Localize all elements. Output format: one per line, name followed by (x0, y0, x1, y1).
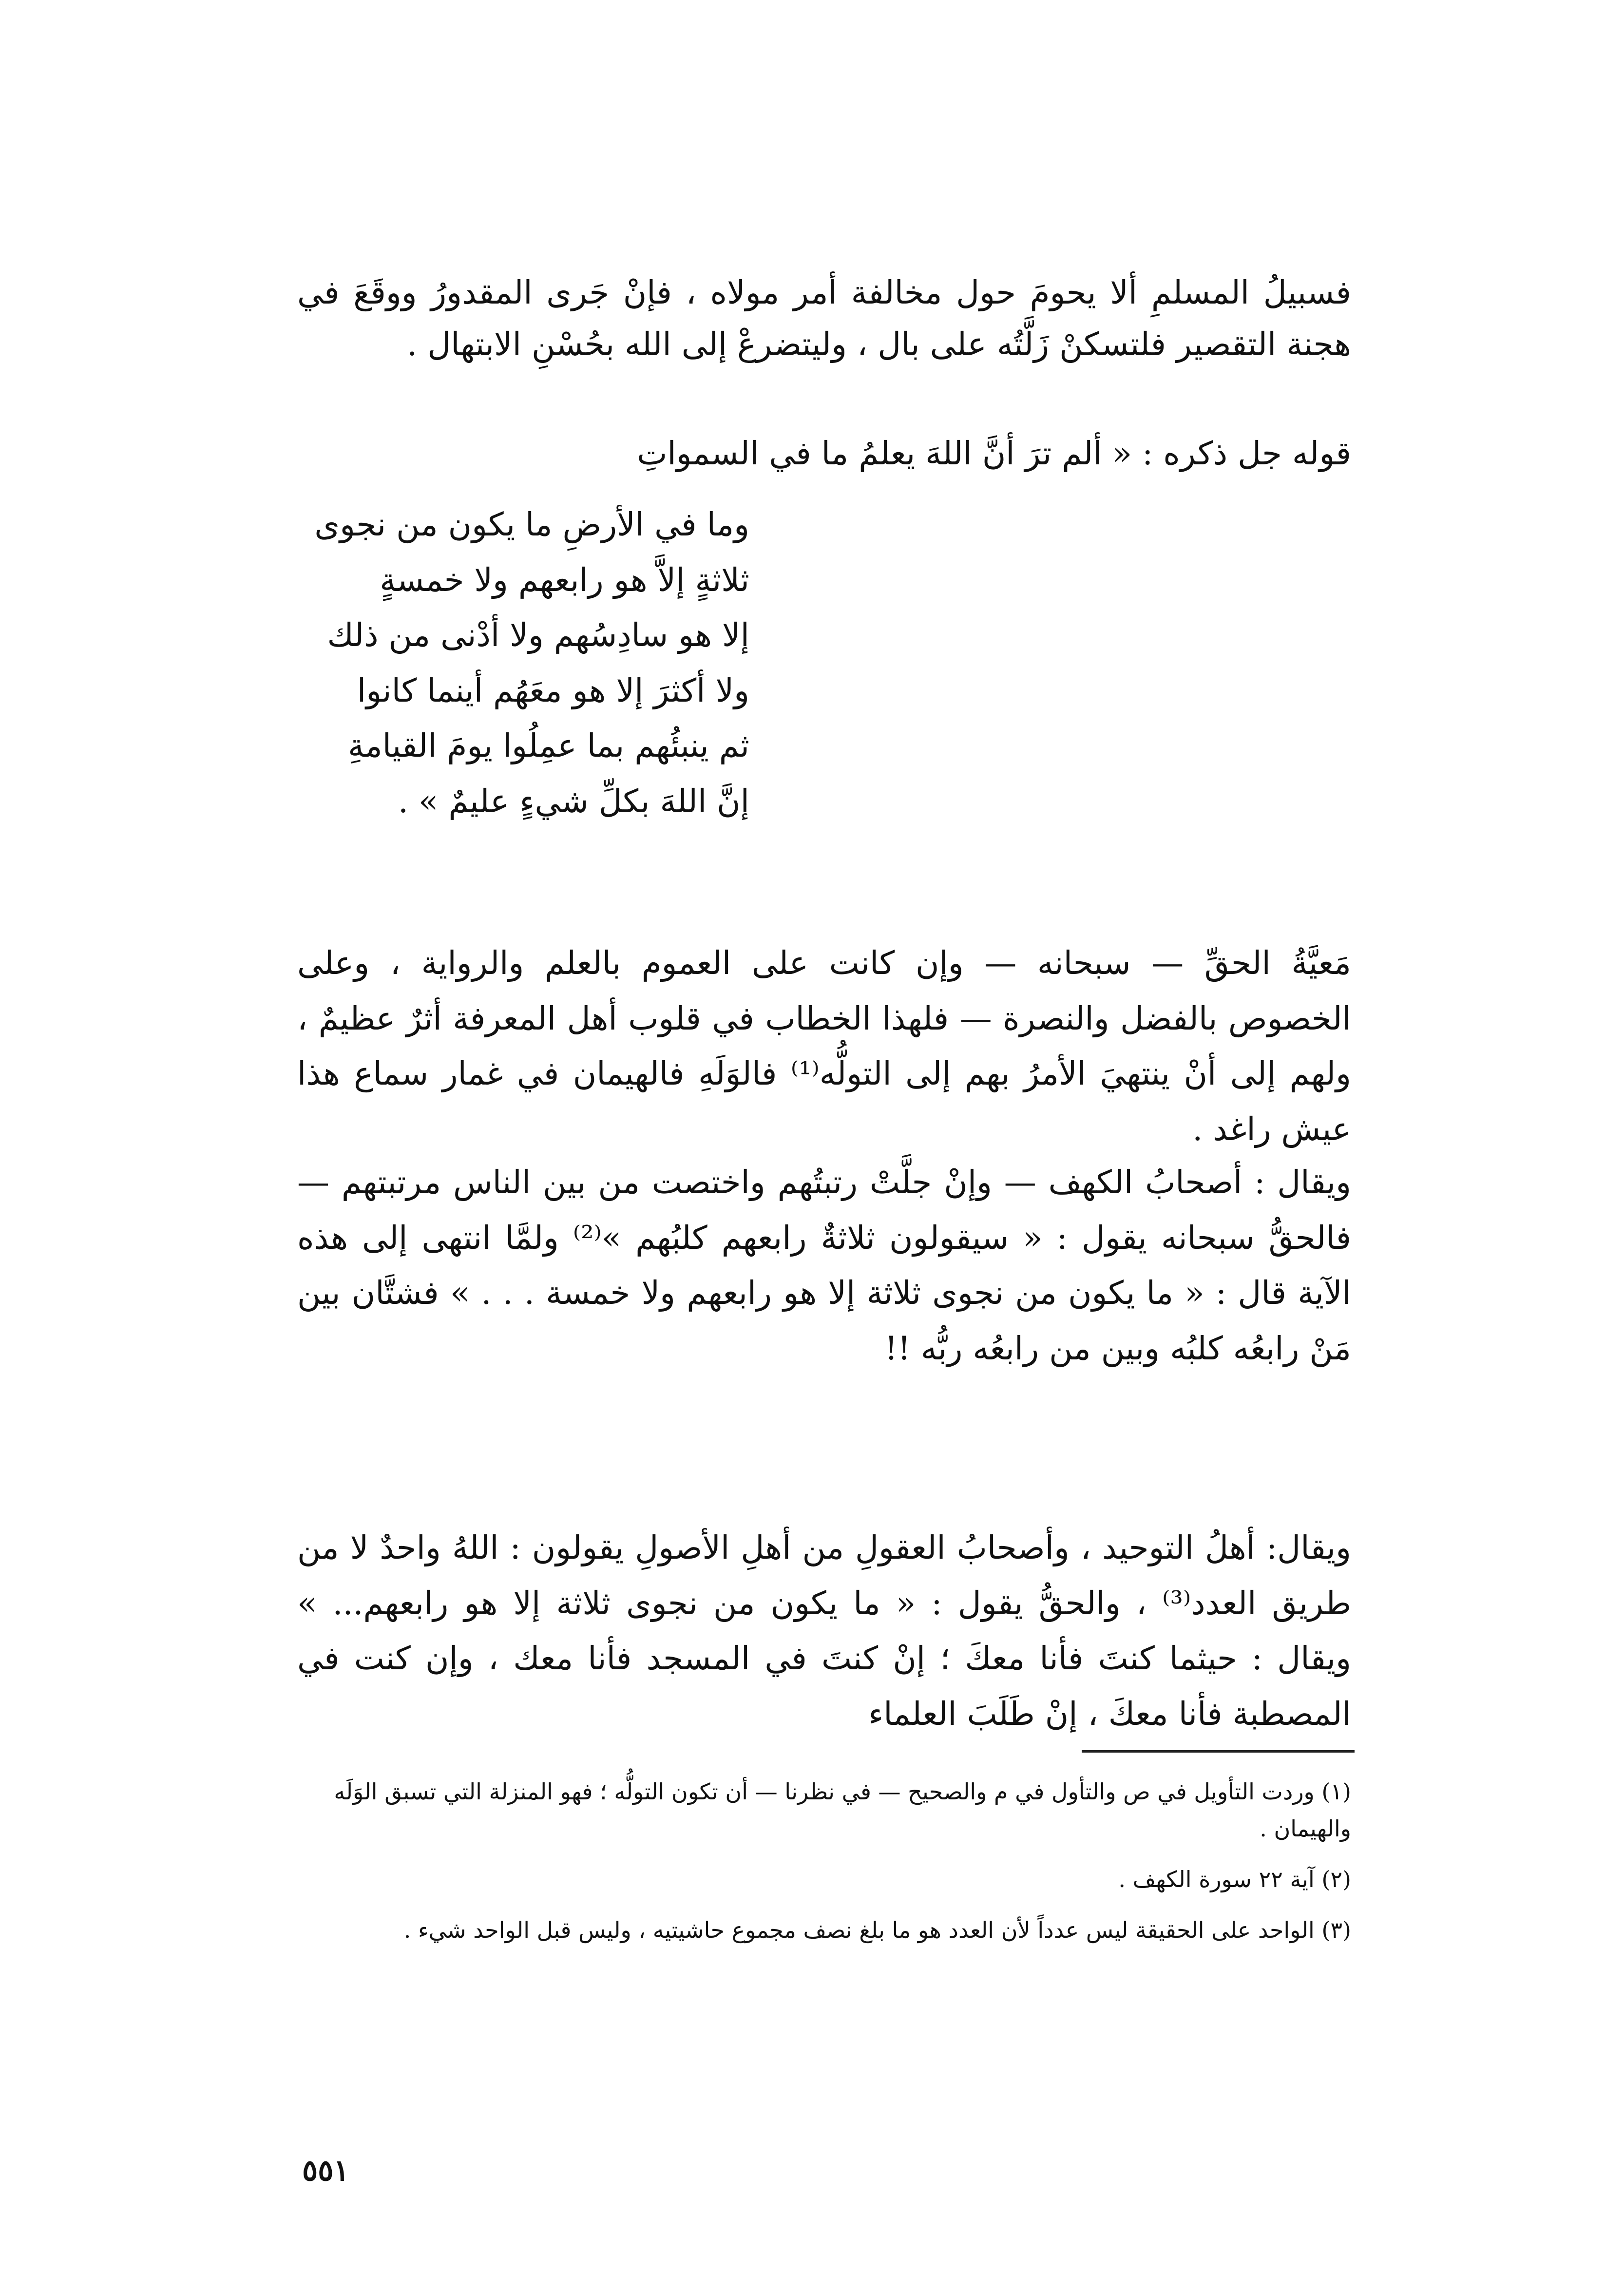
verse-block (314, 497, 749, 829)
commentary-paragraph: ويقال: أهلُ التوحيد ، وأصحابُ العقولِ من أهلِ الأصولِ يقولون : اللهُ واحدٌ لا من طريق العدد⁽³⁾ ، والحقُّ يقول : « ما يكون من نجوى ثلاثة إلا هو رابعهم... » ويقال : حيثما كنتَ فأنا معكَ ؛ إنْ كنتَ في المسجد فأنا معك ، وإن كنت في المصطبة فأنا معكَ ، إنْ طَلَبَ العلماء (297, 1529, 1351, 1733)
footnotes-section (297, 1774, 1351, 1963)
footnote-divider (1082, 1750, 1355, 1753)
verse-line: إلا هو سادِسُهم ولا أدْنى من ذلك (327, 616, 749, 654)
verse-line: ولا أكثرَ إلا هو معَهُم أينما كانوا (357, 671, 749, 709)
intro-paragraph: فسبيلُ المسلمِ ألا يحومَ حول مخالفة أمر مولاه ، فإنْ جَرى المقدورُ ووقَعَ في هجنة التقصير فلتسكنْ زَلَّتُه على بال ، وليتضرعْ إلى الله بحُسْنِ الابتهال . (297, 274, 1351, 363)
verse-line: ثلاثةٍ إلاَّ هو رابعهم ولا خمسةٍ (380, 561, 749, 599)
footnote: (٣) الواحد على الحقيقة ليس عدداً لأن العدد هو ما بلغ نصف مجموع حاشيتيه ، وليس قبل الواحد شيء . (403, 1916, 1351, 1943)
verse-heading-line: قوله جل ذكره : « ألم ترَ أنَّ اللهَ يعلمُ ما في السمواتِ (637, 435, 1351, 472)
commentary-paragraph: ويقال : أصحابُ الكهف — وإنْ جلَّتْ رتبتُهم واختصت من بين الناس مرتبتهم — فالحقُّ سبحانه يقول : « سيقولون ثلاثةٌ رابعهم كلبُهم »⁽²⁾ ولمَّا انتهى إلى هذه الآية قال : « ما يكون من نجوى ثلاثة إلا هو رابعهم ولا خمسة . . . » فشتَّان بين مَنْ رابعُه كلبُه وبين من رابعُه ربُّه !! (297, 1164, 1351, 1367)
verse-line: إنَّ اللهَ بكلِّ شيءٍ عليمٌ » . (398, 782, 749, 820)
footnote: (١) وردت التأويل في ص والتأول في م والصحيح — في نظرنا — أن تكون التولُّه ؛ فهو المنزلة التي تسبق الوَلَه والهيمان . (334, 1778, 1351, 1842)
footnote: (٢) آية ٢٢ سورة الكهف . (1118, 1866, 1351, 1892)
verse-line: ثم ينبئُهم بما عمِلُوا يومَ القيامةِ (347, 727, 749, 765)
commentary-paragraph: مَعيَّةُ الحقِّ — سبحانه — وإن كانت على العموم بالعلم والرواية ، وعلى الخصوص بالفضل والنصرة — فلهذا الخطاب في قلوب أهل المعرفة أثرٌ عظيمٌ ، ولهم إلى أنْ ينتهيَ الأمرُ بهم إلى التولُّه⁽¹⁾ فالوَلَهِ فالهيمان في غمار سماع هذا عيش راغد . (297, 944, 1351, 1148)
verse-line: وما في الأرضِ ما يكون من نجوى (314, 506, 749, 543)
page-number: ٥٥١ (302, 2154, 349, 2188)
